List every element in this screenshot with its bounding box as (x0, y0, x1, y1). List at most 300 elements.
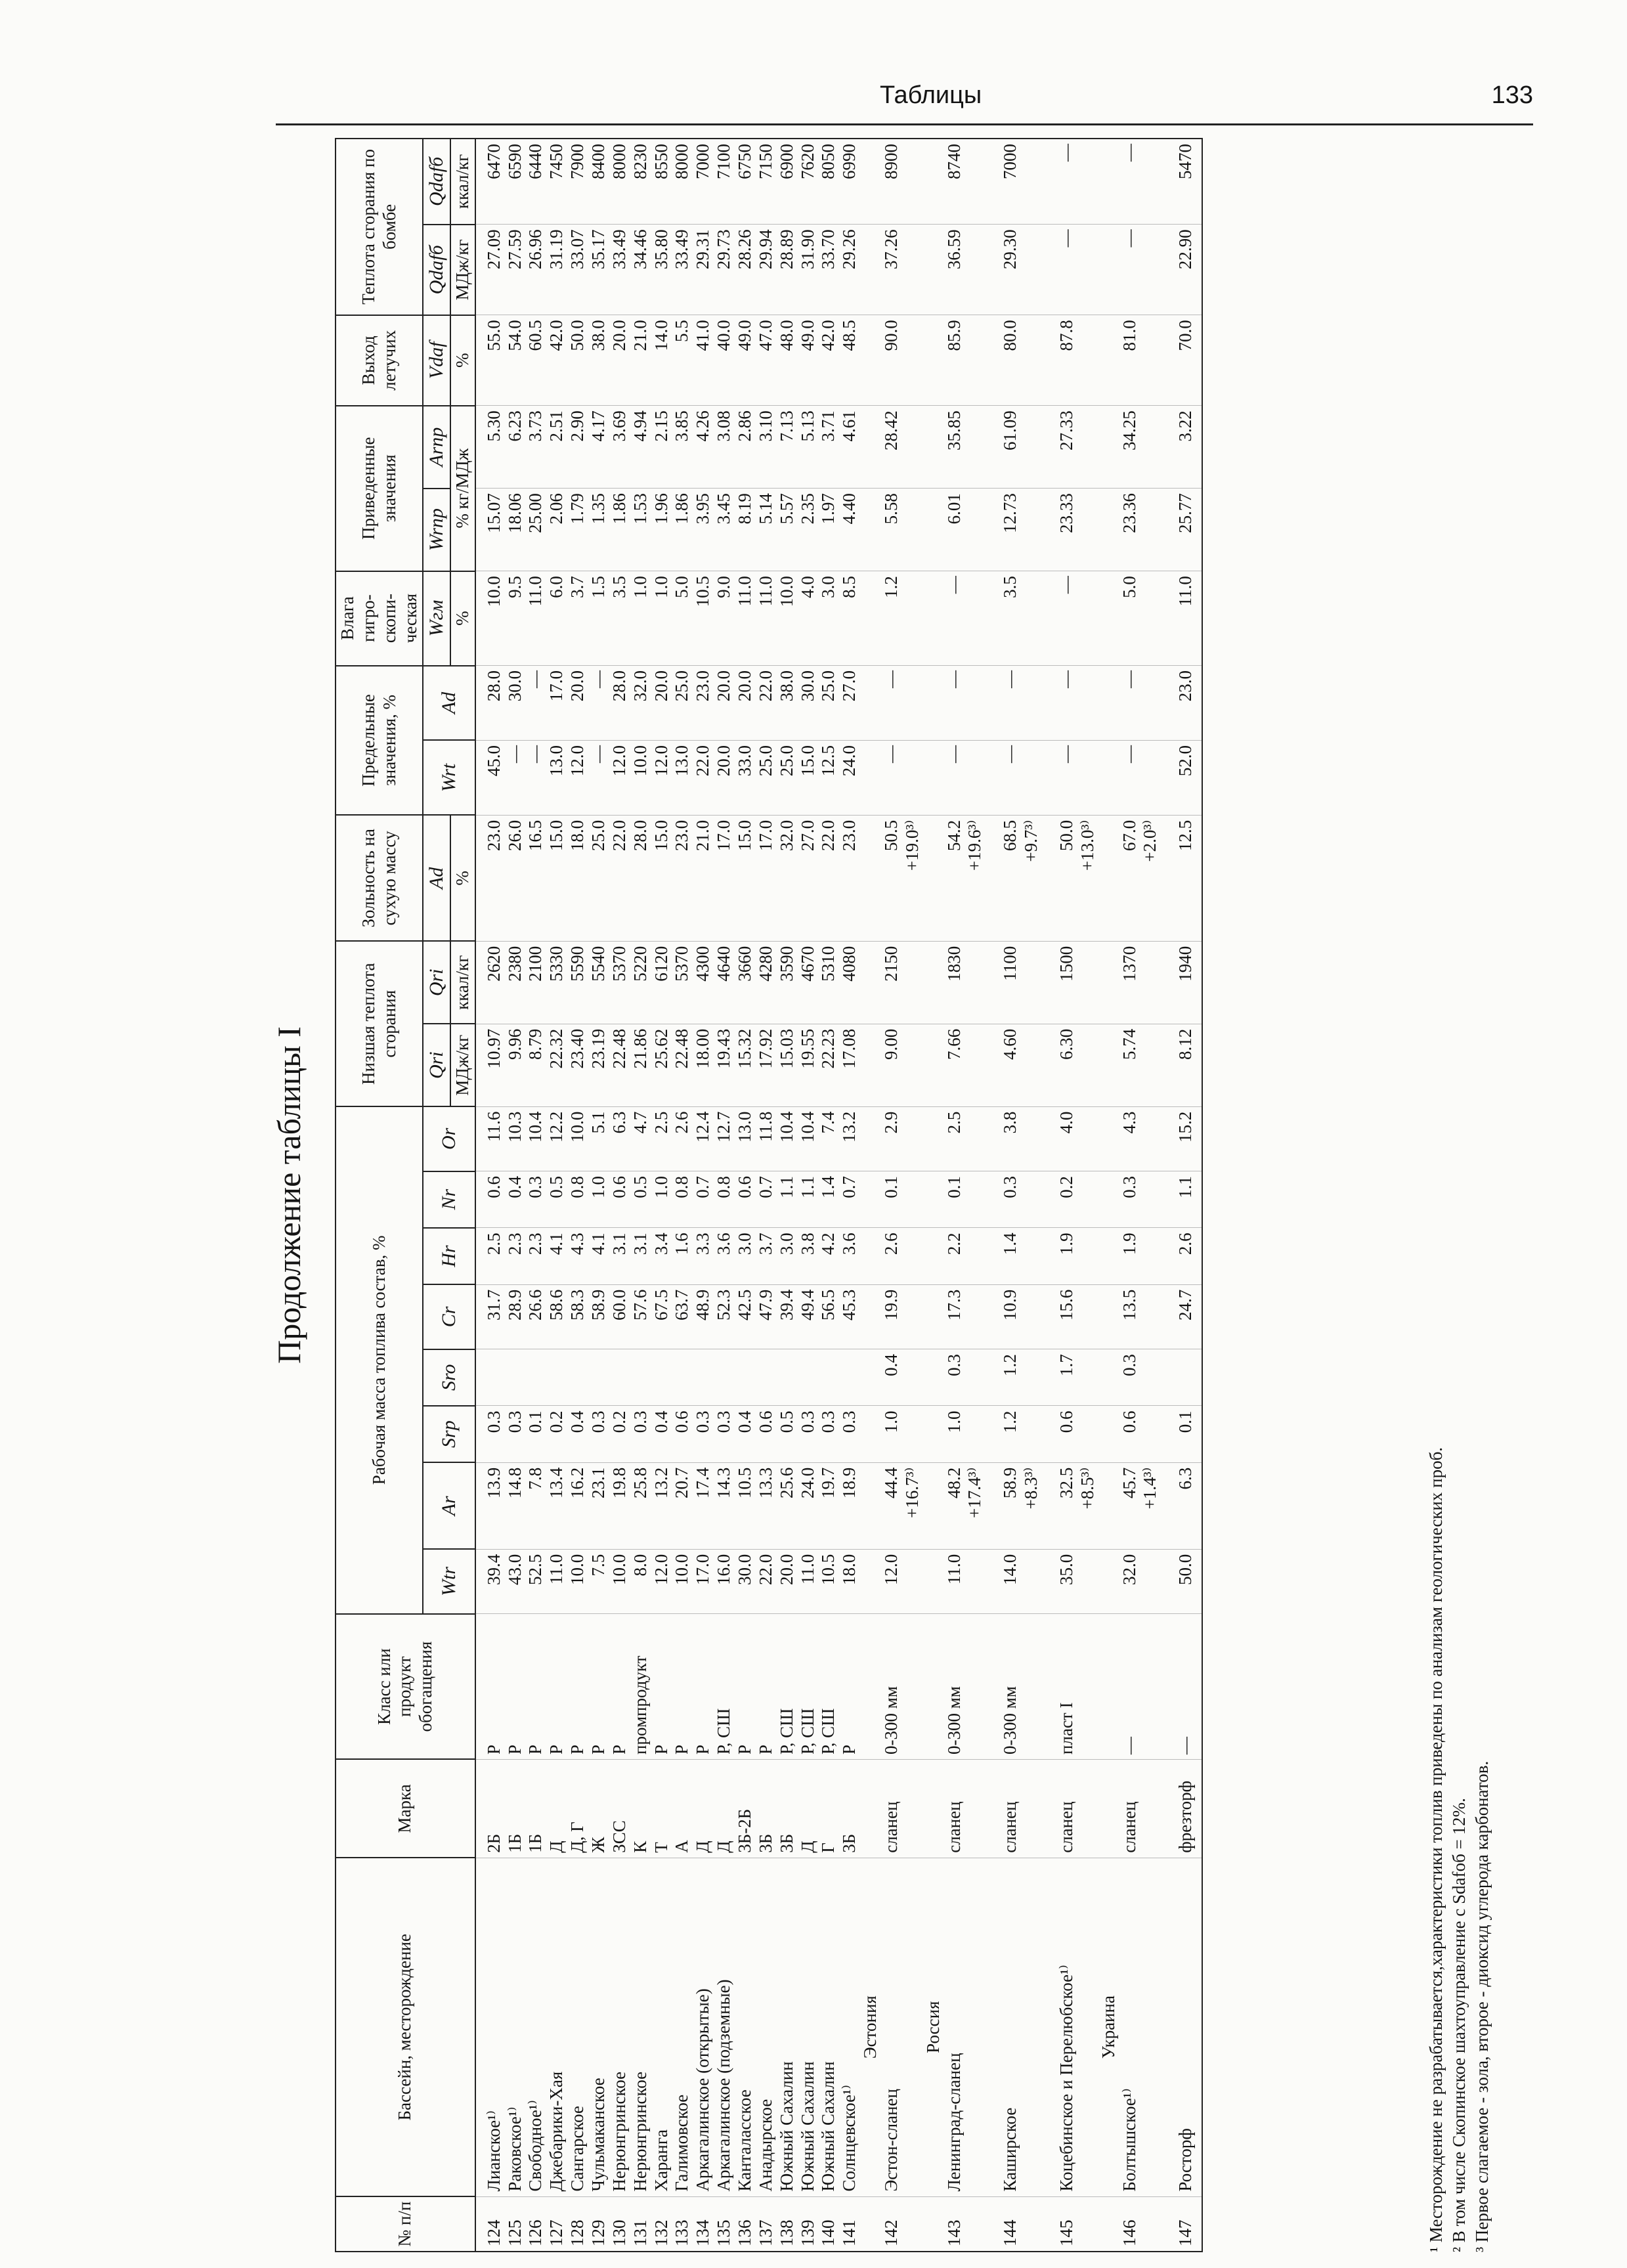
row-value: 1.0 (630, 571, 651, 666)
row-mark: Д (798, 1759, 819, 1858)
row-ash-extra: +8.3³⁾ (1021, 1462, 1042, 1549)
row-value: 5.5 (672, 315, 693, 406)
row-value: 52.0 (1161, 740, 1202, 815)
table-cell (902, 139, 923, 225)
row-value: 45.7 (1119, 1462, 1140, 1549)
row-class: Р (651, 1614, 672, 1760)
table-cell (1140, 1549, 1161, 1613)
table-cell (1098, 1406, 1119, 1462)
row-class: пласт I (1042, 1614, 1077, 1760)
row-value: — (1119, 139, 1140, 225)
row-value: 22.48 (609, 1024, 630, 1106)
table-cell (860, 1406, 881, 1462)
row-value: 25.0 (588, 815, 609, 941)
row-value: 1.0 (651, 571, 672, 666)
row-value: 5.74 (1119, 1024, 1140, 1106)
row-value: 13.5 (1119, 1284, 1140, 1349)
row-value: 6470 (475, 139, 505, 225)
row-value (475, 1349, 505, 1406)
row-value: 23.33 (1042, 489, 1077, 571)
row-deposit: Южный Сахалин (798, 1858, 819, 2196)
row-value: 6.01 (944, 489, 965, 571)
row-value: 0.7 (839, 1171, 860, 1228)
table-cell (1140, 489, 1161, 571)
table-cell (1077, 315, 1098, 406)
row-value: 15.6 (1042, 1284, 1077, 1349)
row-value: — (944, 571, 965, 666)
row-value: 15.0 (546, 815, 567, 941)
row-value: 5540 (588, 941, 609, 1024)
row-value: 1.97 (818, 489, 839, 571)
row-number: 147 (1161, 2196, 1202, 2252)
row-value: 6750 (735, 139, 756, 225)
row-number: 126 (525, 2196, 546, 2252)
table-cell (860, 1614, 881, 1760)
sym-ad-limit: Ad (423, 666, 475, 741)
row-value: 0.6 (475, 1171, 505, 1228)
table-cell (1077, 1549, 1098, 1613)
row-value (525, 1349, 546, 1406)
row-value: 5.0 (672, 571, 693, 666)
col-ash-dry: Зольность на сухую массу (336, 815, 423, 941)
row-value: 22.0 (818, 815, 839, 941)
row-value: 33.49 (672, 225, 693, 315)
row-value: 41.0 (693, 315, 714, 406)
table-cell (1021, 315, 1042, 406)
table-cell (1077, 1406, 1098, 1462)
row-value: 35.80 (651, 225, 672, 315)
row-mark: сланец (881, 1759, 902, 1858)
row-class: Р, СШ (798, 1614, 819, 1760)
row-value: 7000 (986, 139, 1021, 225)
row-deposit: Нерюнгринское (609, 1858, 630, 2196)
row-value: 28.42 (881, 406, 902, 489)
table-cell (902, 1228, 923, 1284)
table-cell (1077, 1228, 1098, 1284)
row-deposit: Анадырское (756, 1858, 777, 2196)
row-deposit: Харанга (651, 1858, 672, 2196)
row-number: 140 (818, 2196, 839, 2252)
row-value: 3.1 (630, 1228, 651, 1284)
row-value: 4.17 (588, 406, 609, 489)
row-mark: 3Б (756, 1759, 777, 1858)
table-row (881, 139, 902, 2252)
row-mark: Г (818, 1759, 839, 1858)
row-value: 0.4 (651, 1406, 672, 1462)
unit-lower-mj: МДж/кг (450, 1024, 475, 1106)
table-cell (860, 1284, 881, 1349)
row-value: 1500 (1042, 941, 1077, 1024)
row-value: 1.0 (881, 1406, 902, 1462)
row-value: 0.5 (546, 1171, 567, 1228)
row-value: 5330 (546, 941, 567, 1024)
row-value: 24.7 (1161, 1284, 1202, 1349)
row-value: 60.5 (525, 315, 546, 406)
table-cell (1140, 1284, 1161, 1349)
row-value: 0.7 (756, 1171, 777, 1228)
row-value: 13.0 (672, 740, 693, 815)
row-deposit: Свободное¹⁾ (525, 1858, 546, 2196)
row-value: — (1042, 571, 1077, 666)
table-cell (1098, 740, 1119, 815)
table-cell (860, 1462, 881, 1549)
row-mark: 3Б-2Б (735, 1759, 756, 1858)
row-value (651, 1349, 672, 1406)
row-deposit: Лианское¹⁾ (475, 1858, 505, 2196)
row-mark: сланец (1119, 1759, 1140, 1858)
row-value: 0.1 (525, 1406, 546, 1462)
row-value: 1940 (1161, 941, 1202, 1024)
row-number: 139 (798, 2196, 819, 2252)
table-cell (923, 1284, 944, 1349)
row-deposit: Эстон-сланец (881, 1858, 902, 2196)
table-cell (1021, 406, 1042, 489)
row-value: 3.08 (714, 406, 735, 489)
row-mark: Т (651, 1759, 672, 1858)
row-value: 57.6 (630, 1284, 651, 1349)
table-cell (1098, 2196, 1119, 2252)
row-value: 20.7 (672, 1462, 693, 1549)
table-cell (860, 1549, 881, 1613)
sym-ad: Ad (423, 815, 450, 941)
table-cell (1021, 1228, 1042, 1284)
row-number: 133 (672, 2196, 693, 2252)
sym-qri-mj: Qri (423, 1024, 450, 1106)
row-value: 21.0 (693, 815, 714, 941)
row-number: 137 (756, 2196, 777, 2252)
footnote-1: ¹ Месторождение не разрабатывается,характеристики топлив приведены по анализам геологических проб. (1426, 1447, 1446, 2252)
table-cell (923, 2196, 944, 2252)
row-deposit: Болтышское¹⁾ (1119, 1858, 1140, 2196)
row-value: 17.0 (693, 1549, 714, 1613)
row-value: 34.46 (630, 225, 651, 315)
row-value: 3.0 (735, 1228, 756, 1284)
row-value: 6.0 (546, 571, 567, 666)
row-value: 4.61 (839, 406, 860, 489)
row-value: — (1119, 666, 1140, 741)
row-value: 4.1 (588, 1228, 609, 1284)
row-value: 5220 (630, 941, 651, 1024)
table-cell (1098, 941, 1119, 1024)
row-value: 20.0 (651, 666, 672, 741)
row-value: 0.4 (735, 1406, 756, 1462)
table-cell (923, 1228, 944, 1284)
table-subrow (965, 139, 986, 2252)
row-value: 6590 (505, 139, 526, 225)
table-cell (1098, 225, 1119, 315)
row-number: 141 (839, 2196, 860, 2252)
row-value: 39.4 (777, 1284, 798, 1349)
row-value: 17.92 (756, 1024, 777, 1106)
row-value: 4.3 (567, 1228, 588, 1284)
table-cell (965, 1549, 986, 1613)
sym-qdaf-kcal: Qdafб (423, 139, 450, 225)
row-value: 30.0 (505, 666, 526, 741)
table-cell (1098, 571, 1119, 666)
table-cell (1140, 1614, 1161, 1760)
row-value: 42.0 (546, 315, 567, 406)
unit-bomb-mj: МДж/кг (450, 225, 475, 315)
col-mark: Марка (336, 1759, 475, 1858)
row-value: 3.95 (693, 489, 714, 571)
row-value: 0.6 (1119, 1406, 1140, 1462)
row-value: 16.0 (714, 1549, 735, 1613)
table-cell (902, 666, 923, 741)
table-cell (923, 571, 944, 666)
row-value (505, 1349, 526, 1406)
row-value: 4280 (756, 941, 777, 1024)
row-value: 44.4 (881, 1462, 902, 1549)
row-value: 5470 (1161, 139, 1202, 225)
row-deposit: Чульмаканское (588, 1858, 609, 2196)
row-value: 32.0 (777, 815, 798, 941)
table-row (1119, 139, 1140, 2252)
table-cell (1021, 1106, 1042, 1171)
row-value: — (1119, 740, 1140, 815)
table-cell (1140, 2196, 1161, 2252)
row-value: 2.51 (546, 406, 567, 489)
row-value: 48.2 (944, 1462, 965, 1549)
table-cell (902, 1284, 923, 1349)
row-value: 20.0 (777, 1549, 798, 1613)
row-value: 20.0 (567, 666, 588, 741)
table-cell (860, 489, 881, 571)
unit-bomb-kcal: ккал/кг (450, 139, 475, 225)
row-number: 124 (475, 2196, 505, 2252)
row-value: 7.13 (777, 406, 798, 489)
row-value: 61.09 (986, 406, 1021, 489)
row-value: 19.7 (818, 1462, 839, 1549)
row-deposit: Каширское (986, 1858, 1021, 2196)
row-value: 47.0 (756, 315, 777, 406)
row-value: 18.0 (567, 815, 588, 941)
row-mark: сланец (944, 1759, 965, 1858)
sym-ar: Ar (423, 1462, 475, 1549)
row-value: 25.77 (1161, 489, 1202, 571)
row-value: 2.3 (505, 1228, 526, 1284)
table-cell (860, 406, 881, 489)
row-value: 12.0 (651, 1549, 672, 1613)
row-ash-extra: +8.5³⁾ (1077, 1462, 1098, 1549)
table-cell (1098, 1462, 1119, 1549)
table-cell (860, 666, 881, 741)
row-value: 27.33 (1042, 406, 1077, 489)
row-value: 5.58 (881, 489, 902, 571)
table-cell (902, 489, 923, 571)
sym-hr: Hr (423, 1228, 475, 1284)
table-cell (1077, 1106, 1098, 1171)
row-value: 7150 (756, 139, 777, 225)
table-cell (923, 1406, 944, 1462)
row-value: 29.30 (986, 225, 1021, 315)
row-value: 23.1 (588, 1462, 609, 1549)
row-value: 22.0 (756, 1549, 777, 1613)
table-row (944, 139, 965, 2252)
row-value: 6990 (839, 139, 860, 225)
table-cell (1077, 489, 1098, 571)
col-work-mass: Рабочая масса топлива состав, % (336, 1106, 423, 1613)
row-value: 0.3 (818, 1406, 839, 1462)
table-cell (965, 315, 986, 406)
row-value: 63.7 (672, 1284, 693, 1349)
region-label: Украина (1098, 1858, 1119, 2196)
row-value: 0.6 (1042, 1406, 1077, 1462)
table-cell (1140, 1349, 1161, 1406)
row-value: 17.4 (693, 1462, 714, 1549)
sym-qdaf-mj: Qdafб (423, 225, 450, 315)
sym-srp: Srp (423, 1406, 475, 1462)
row-class: Р (693, 1614, 714, 1760)
table-cell (1021, 1171, 1042, 1228)
row-value: 13.9 (475, 1462, 505, 1549)
row-value: 7620 (798, 139, 819, 225)
row-ash-extra: +16.7³⁾ (902, 1462, 923, 1549)
row-value: 25.62 (651, 1024, 672, 1106)
row-value: 68.5 (986, 815, 1021, 941)
row-value: 21.86 (630, 1024, 651, 1106)
table-row (798, 139, 819, 2252)
row-value: 1.1 (1161, 1171, 1202, 1228)
table-cell (1098, 1024, 1119, 1106)
row-value: 19.55 (798, 1024, 819, 1106)
row-ash-extra: +1.4³⁾ (1140, 1462, 1161, 1549)
table-cell (1098, 1228, 1119, 1284)
row-value: 1.1 (777, 1171, 798, 1228)
row-value: 58.6 (546, 1284, 567, 1349)
row-value: 5.0 (1119, 571, 1140, 666)
row-value: 2.3 (525, 1228, 546, 1284)
row-ash-dry-extra: +9.7³⁾ (1021, 815, 1042, 941)
row-value: 42.5 (735, 1284, 756, 1349)
row-value: 13.2 (651, 1462, 672, 1549)
table-cell (860, 941, 881, 1024)
table-cell (1021, 2196, 1042, 2252)
row-value: 0.4 (567, 1406, 588, 1462)
row-value: 11.0 (756, 571, 777, 666)
row-value: 8550 (651, 139, 672, 225)
row-value: 10.9 (986, 1284, 1021, 1349)
row-value: 1.9 (1042, 1228, 1077, 1284)
row-value: 0.1 (944, 1171, 965, 1228)
row-value: 3.85 (672, 406, 693, 489)
row-value: 5370 (609, 941, 630, 1024)
row-value: 42.0 (818, 315, 839, 406)
row-mark: сланец (986, 1759, 1021, 1858)
table-cell (923, 1171, 944, 1228)
row-value: 20.0 (735, 666, 756, 741)
row-value: 25.8 (630, 1462, 651, 1549)
page-number: 133 (1491, 81, 1533, 109)
row-value: 58.3 (567, 1284, 588, 1349)
row-deposit: Нерюнгринское (630, 1858, 651, 2196)
row-value: 18.9 (839, 1462, 860, 1549)
row-value: 8050 (818, 139, 839, 225)
row-value: 26.6 (525, 1284, 546, 1349)
col-class: Класс или продукт обогащения (336, 1614, 475, 1760)
table-cell (1140, 571, 1161, 666)
table-cell (1140, 666, 1161, 741)
table-cell (923, 139, 944, 225)
row-class: промпродукт (630, 1614, 651, 1760)
table-row (609, 139, 630, 2252)
row-value: 4.7 (630, 1106, 651, 1171)
table-cell (1140, 406, 1161, 489)
row-value: 22.23 (818, 1024, 839, 1106)
unit-volatile: % (450, 315, 475, 406)
row-value (567, 1349, 588, 1406)
table-cell (1077, 1858, 1098, 2196)
table-cell (902, 1549, 923, 1613)
table-cell (860, 740, 881, 815)
col-bomb-heat: Теплота сгорания по бомбе (336, 139, 423, 315)
row-value: 19.8 (609, 1462, 630, 1549)
table-row (756, 139, 777, 2252)
table-cell (1140, 740, 1161, 815)
row-value: 5.57 (777, 489, 798, 571)
row-value: 12.4 (693, 1106, 714, 1171)
row-value: — (1042, 225, 1077, 315)
row-value (546, 1349, 567, 1406)
table-cell (1021, 1349, 1042, 1406)
table-row (505, 139, 526, 2252)
table-cell (1098, 406, 1119, 489)
row-value: — (1042, 139, 1077, 225)
row-value: 0.3 (714, 1406, 735, 1462)
table-cell (860, 815, 881, 941)
row-value: — (881, 666, 902, 741)
table-cell (902, 1171, 923, 1228)
row-value: 1.5 (588, 571, 609, 666)
row-value (672, 1349, 693, 1406)
row-value: 3.69 (609, 406, 630, 489)
row-value: 7.4 (818, 1106, 839, 1171)
row-value: 13.2 (839, 1106, 860, 1171)
row-value: 12.7 (714, 1106, 735, 1171)
row-value: — (881, 740, 902, 815)
row-value: 8.79 (525, 1024, 546, 1106)
row-value: 8740 (944, 139, 965, 225)
row-value: 4670 (798, 941, 819, 1024)
table-cell (1140, 139, 1161, 225)
row-value: 11.8 (756, 1106, 777, 1171)
table-row (986, 139, 1021, 2252)
table-cell (1077, 571, 1098, 666)
row-value: 1.0 (588, 1171, 609, 1228)
row-value: 5590 (567, 941, 588, 1024)
row-deposit: Росторф (1161, 1858, 1202, 2196)
row-mark: А (672, 1759, 693, 1858)
row-value: 4.1 (546, 1228, 567, 1284)
row-value: 0.2 (546, 1406, 567, 1462)
row-value: 25.00 (525, 489, 546, 571)
row-value: 3.71 (818, 406, 839, 489)
row-value: 11.0 (546, 1549, 567, 1613)
row-value: 4.94 (630, 406, 651, 489)
row-value: 1.35 (588, 489, 609, 571)
row-number: 144 (986, 2196, 1021, 2252)
region-label: Эстония (860, 1858, 881, 2196)
row-value: 1.4 (986, 1228, 1021, 1284)
row-value: 14.0 (651, 315, 672, 406)
table-cell (923, 1462, 944, 1549)
row-value: 1.9 (1119, 1228, 1140, 1284)
table-cell (965, 139, 986, 225)
row-value: 7.8 (525, 1462, 546, 1549)
row-value: 0.3 (986, 1171, 1021, 1228)
row-value: 56.5 (818, 1284, 839, 1349)
row-mark: 1Б (505, 1759, 526, 1858)
table-cell (1140, 1024, 1161, 1106)
